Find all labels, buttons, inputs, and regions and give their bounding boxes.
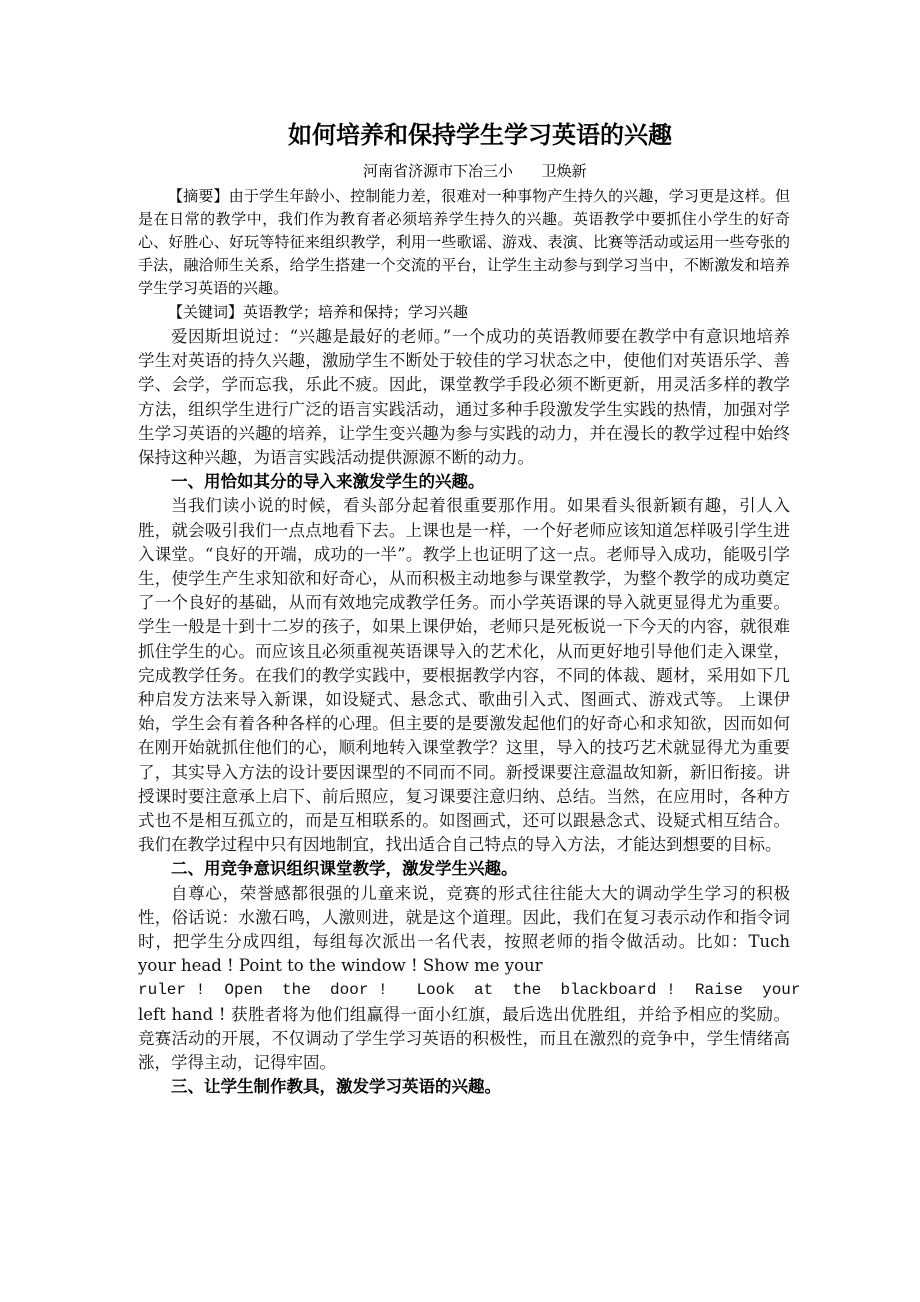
section-2-english-line: ruler ! Open the door ! Look at the blackboard ! Raise your bbox=[138, 981, 801, 1000]
section-1-heading: 一、用恰如其分的导入来激发学生的兴趣。 bbox=[171, 472, 485, 492]
section-2-paragraph: 自尊心，荣誉感都很强的儿童来说，竞赛的形式往往能大大的调动学生学习的积极性，俗话说：水激石鸣，人激则进，就是这个道理。因此，我们在复习表示动作和指令词时，把学生分成四组，每组每次派出一名代表，按照老师的指令做活动。比如：Tuch your head ! Point to the window ! Show me your bbox=[138, 883, 790, 976]
section-2-heading: 二、用竞争意识组织课堂教学，激发学生兴趣。 bbox=[171, 859, 518, 879]
section-2-paragraph-continued: left hand ! 获胜者将为他们组赢得一面小红旗，最后选出优胜组，并给予相应的奖励。竞赛活动的开展，不仅调动了学生学习英语的积极性，而且在激烈的竞争中，学生情绪高涨，学得主动，记得牢固。 bbox=[138, 1004, 790, 1073]
document-body bbox=[138, 118, 801, 1100]
keywords-line: 【关键词】英语教学；培养和保持；学习兴趣 bbox=[168, 303, 469, 321]
author-line: 河南省济源市下冶三小 卫焕新 bbox=[363, 162, 587, 180]
abstract-paragraph: 【摘要】由于学生年龄小、控制能力差，很难对一种事物产生持久的兴趣，学习更是这样。但是在日常的教学中，我们作为教育者必须培养学生持久的兴趣。英语教学中要抓住小学生的好奇心、好胜心、好玩等特征来组织教学，利用一些歌谣、游戏、表演、比赛等活动或运用一些夸张的手法，融洽师生关系，给学生搭建一个交流的平台，让学生主动参与到学习当中，不断激发和培养学生学习英语的兴趣。 bbox=[138, 187, 790, 297]
section-1-paragraph: 当我们读小说的时候，看头部分起着很重要那作用。如果看头很新颖有趣，引人入胜，就会吸引我们一点点地看下去。上课也是一样，一个好老师应该知道怎样吸引学生进入课堂。“良好的开端，成功的一半”。教学上也证明了这一点。老师导入成功，能吸引学生，使学生产生求知欲和好奇心，从而积极主动地参与课堂教学，为整个教学的成功奠定了一个良好的基础，从而有效地完成教学任务。而小学英语课的导入就更显得尤为重要。学生一般是十到十二岁的孩子，如果上课伊始，老师只是死板说一下今天的内容，就很难抓住学生的心。而应该且必须重视英语课导入的艺术化，从而更好地引导他们走入课堂，完成教学任务。在我们的教学实践中，要根据教学内容，不同的体裁、题材，采用如下几种启发方法来导入新课，如设疑式、悬念式、歌曲引入式、图画式、游戏式等。 上课伊始，学生会有着各种各样的心理。但主要的是要激发起他们的好奇心和求知欲，因而如何在刚开始就抓住他们的心，顺利地转入课堂教学？这里，导入的技巧艺术就显得尤为重要了，其实导入方法的设计要因课型的不同而不同。新授课要注意温故知新，新旧衔接。讲授课时要注意承上启下、前后照应，复习课要注意归纳、总结。当然，在应用时，各种方式也不是相互孤立的，而是互相联系的。如图画式，还可以跟悬念式、设疑式相互结合。我们在教学过程中只有因地制宜，找出适合自己特点的导入方法，才能达到想要的目标。 bbox=[138, 496, 790, 855]
intro-paragraph: 爱因斯坦说过：“兴趣是最好的老师。”一个成功的英语教师要在教学中有意识地培养学生对英语的持久兴趣，激励学生不断处于较佳的学习状态之中，使他们对英语乐学、善学、会学，学而忘我，乐此不疲。因此，课堂教学手段必须不断更新，用灵活多样的教学方法，组织学生进行广泛的语言实践活动，通过多种手段激发学生实践的热情，加强对学生学习英语的兴趣的培养，让学生变兴趣为参与实践的动力，并在漫长的教学过程中始终保持这种兴趣，为语言实践活动提供源源不断的动力。 bbox=[138, 327, 790, 468]
document-title: 如何培养和保持学生学习英语的兴趣 bbox=[288, 121, 672, 149]
section-3-heading: 三、让学生制作教具，激发学习英语的兴趣。 bbox=[171, 1077, 501, 1097]
